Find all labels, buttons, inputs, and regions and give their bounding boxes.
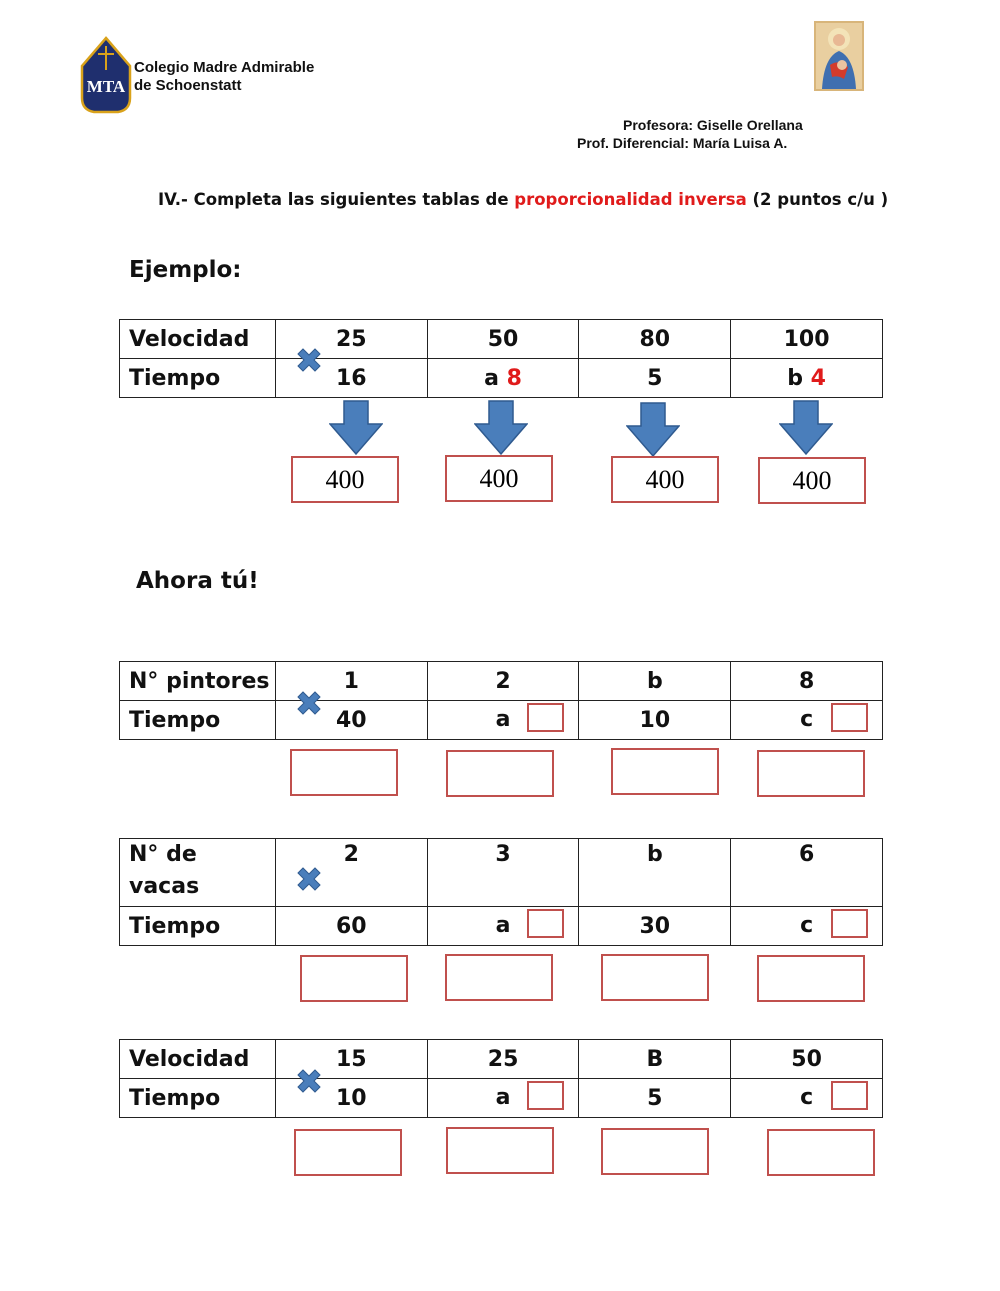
table-cell: 16 [275,359,427,398]
table-cell: 2 [427,662,579,701]
result-input-box[interactable] [757,955,865,1002]
down-arrow-icon [474,400,528,456]
result-box: 400 [611,456,719,503]
result-box: 400 [291,456,399,503]
down-arrow-icon [779,400,833,456]
result-input-box[interactable] [446,750,554,797]
cell-letter: c [800,913,814,938]
example-title: Ejemplo: [129,257,242,283]
table-cell: 3 [427,839,579,907]
result-input-box[interactable] [601,954,709,1001]
exercise-3-row-1 [120,1040,883,1079]
table-cell: 30 [579,907,731,946]
row-label: Velocidad [120,320,276,359]
cell-letter: a [495,913,511,938]
cell-letter: c [800,707,814,732]
result-box: 400 [758,457,866,504]
instruction-highlight: proporcionalidad inversa [514,190,747,209]
instruction [158,190,888,209]
school-logo [78,36,134,116]
table-cell: 80 [579,320,731,359]
multiply-icon [294,345,324,375]
row-label: Tiempo [120,907,276,946]
school-name-line1: Colegio Madre Admirable [134,59,315,76]
cell-letter: a [495,1085,511,1110]
table-cell: 1 [275,662,427,701]
table-cell: B [579,1040,731,1079]
instruction-suffix: (2 puntos c/u ) [746,190,889,209]
down-arrow-icon [626,402,680,458]
result-input-box[interactable] [767,1129,875,1176]
result-input-box[interactable] [290,749,398,796]
example-row-velocidad [120,320,883,359]
result-input-box[interactable] [294,1129,402,1176]
cell-letter: a [484,365,507,391]
logo-letters: MTA [86,77,126,96]
answer-value: 4 [810,365,826,391]
table-cell: 6 [731,839,883,907]
table-cell: 2 [275,839,427,907]
table-cell: 15 [275,1040,427,1079]
row-label-line2: vacas [129,874,200,899]
result-input-box[interactable] [300,955,408,1002]
answer-input-box[interactable] [831,703,868,732]
row-label-line1: N° de [129,842,197,867]
school-name [134,59,314,95]
exercise-2-row-2 [120,907,883,946]
virgin-portrait-image [814,21,864,91]
row-label: Tiempo [120,359,276,398]
answer-input-box[interactable] [527,909,564,938]
answer-value: 8 [506,365,522,391]
table-cell: 40 [275,701,427,740]
row-label: N° pintores [120,662,276,701]
table-cell [427,701,579,740]
table-cell [731,1079,883,1118]
answer-input-box[interactable] [831,1081,868,1110]
exercise-1-row-1 [120,662,883,701]
diff-teacher-name: Prof. Diferencial: María Luisa A. [577,135,788,151]
table-cell [731,701,883,740]
table-cell [427,359,579,398]
down-arrow-icon [329,400,383,456]
multiply-icon [294,688,324,718]
table-cell: 5 [579,1079,731,1118]
exercise-3-row-2 [120,1079,883,1118]
instruction-prefix: IV.- Completa las siguientes tablas de [158,190,515,209]
table-cell: 50 [427,320,579,359]
table-cell [427,907,579,946]
example-row-tiempo [120,359,883,398]
table-cell: b [579,839,731,907]
answer-input-box[interactable] [527,703,564,732]
result-input-box[interactable] [445,954,553,1001]
table-cell: 50 [731,1040,883,1079]
table-cell [731,359,883,398]
multiply-icon [294,864,324,894]
result-box: 400 [445,455,553,502]
row-label: Tiempo [120,1079,276,1118]
cell-letter: b [787,365,811,391]
result-input-box[interactable] [601,1128,709,1175]
table-cell: 100 [731,320,883,359]
table-cell: 25 [275,320,427,359]
example-table [119,319,883,398]
row-label: Tiempo [120,701,276,740]
table-cell [427,1079,579,1118]
result-input-box[interactable] [446,1127,554,1174]
exercise-3-table [119,1039,883,1118]
cell-letter: a [495,707,511,732]
table-cell: 25 [427,1040,579,1079]
row-label: Velocidad [120,1040,276,1079]
exercise-1-table [119,661,883,740]
row-label [120,839,276,907]
teacher-name: Profesora: Giselle Orellana [623,117,803,133]
table-cell: 10 [579,701,731,740]
exercise-2-table [119,838,883,946]
table-cell [731,907,883,946]
table-cell: 8 [731,662,883,701]
table-cell: 60 [275,907,427,946]
school-name-line2: de Schoenstatt [134,77,242,94]
result-input-box[interactable] [611,748,719,795]
answer-input-box[interactable] [831,909,868,938]
answer-input-box[interactable] [527,1081,564,1110]
table-cell: b [579,662,731,701]
multiply-icon [294,1066,324,1096]
table-cell: 10 [275,1079,427,1118]
result-input-box[interactable] [757,750,865,797]
practice-title: Ahora tú! [136,568,259,594]
table-cell: 5 [579,359,731,398]
cell-letter: c [800,1085,814,1110]
exercise-2-row-1 [120,839,883,907]
exercise-1-row-2 [120,701,883,740]
